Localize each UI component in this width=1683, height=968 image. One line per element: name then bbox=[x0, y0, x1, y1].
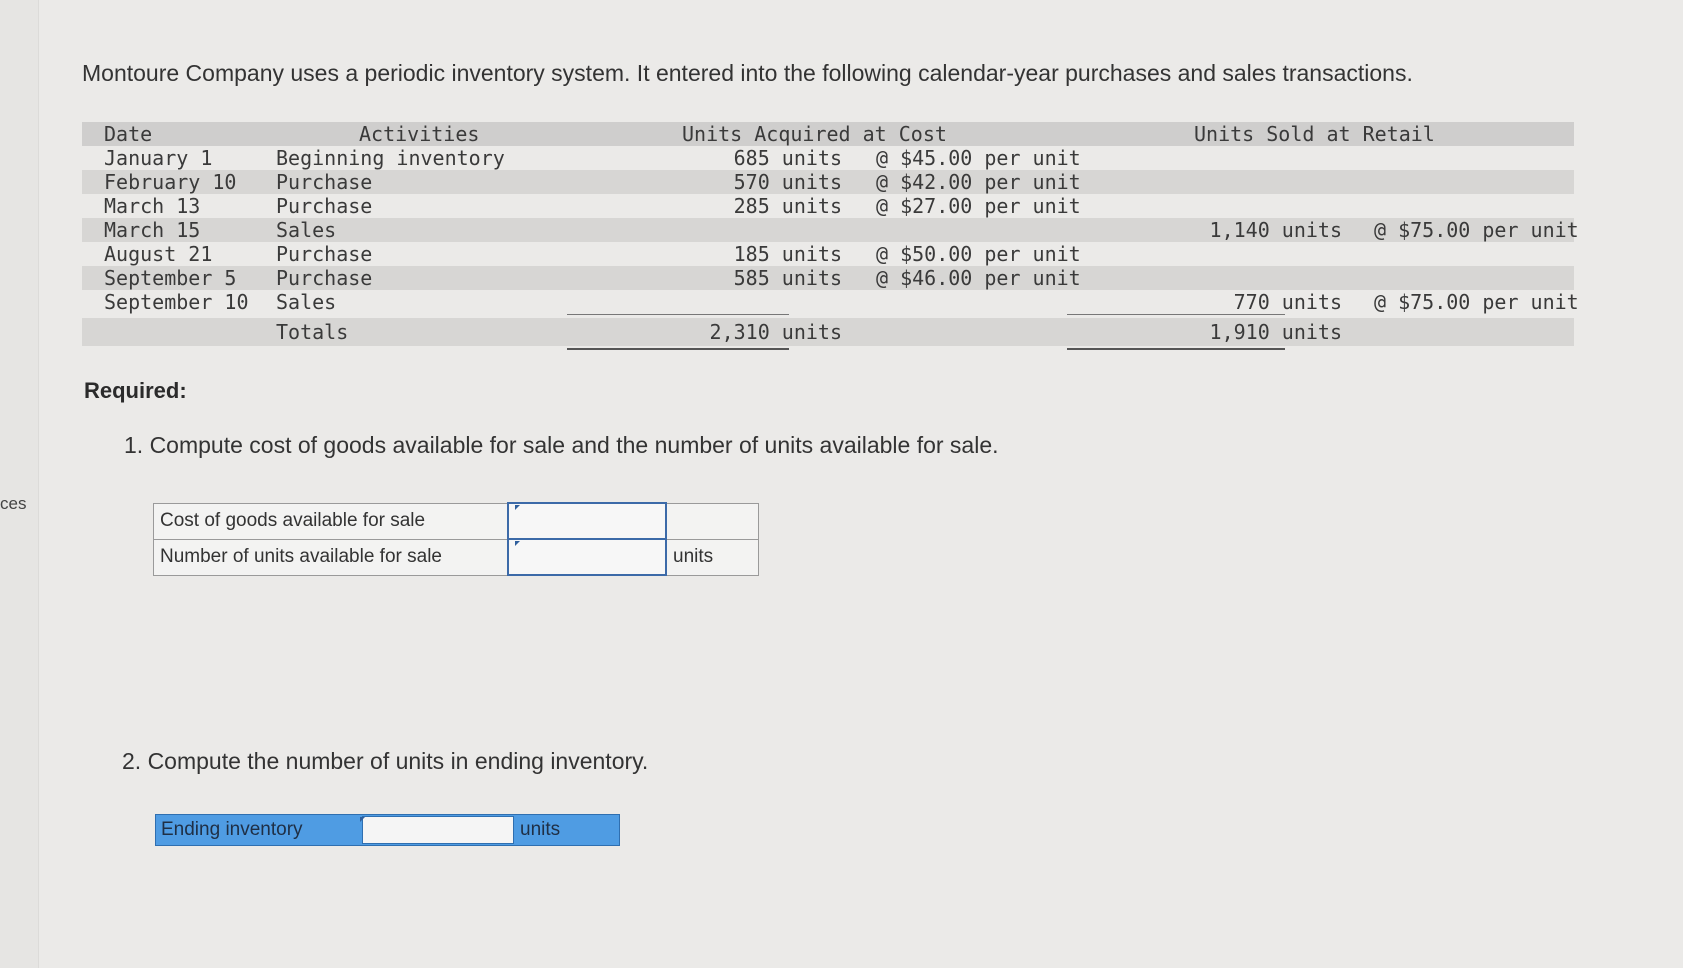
row-activity: Purchase bbox=[276, 194, 373, 218]
input-marker-icon bbox=[360, 817, 365, 822]
left-sidebar-strip bbox=[0, 0, 39, 968]
table-row bbox=[82, 242, 1574, 266]
row-date: September 5 bbox=[104, 266, 237, 290]
input-marker-icon bbox=[515, 505, 520, 510]
row-date: March 13 bbox=[104, 194, 201, 218]
header-activities: Activities bbox=[359, 122, 480, 146]
ending-inventory-row bbox=[155, 814, 620, 846]
table-row bbox=[82, 170, 1574, 194]
row-units-acquired: 570 units bbox=[733, 170, 842, 194]
acquired-total-underline bbox=[567, 348, 789, 350]
row-date: September 10 bbox=[104, 290, 249, 314]
row-retail-price: @ $75.00 per unit bbox=[1374, 218, 1579, 242]
q1-answer-table bbox=[153, 502, 759, 576]
row-date: August 21 bbox=[104, 242, 213, 266]
row-units-sold: 1,140 units bbox=[1209, 218, 1342, 242]
row-activity: Beginning inventory bbox=[276, 146, 505, 170]
table-row bbox=[82, 194, 1574, 218]
question-1: 1. Compute cost of goods available for sale and the number of units available for sale. bbox=[124, 432, 999, 458]
sold-total-underline bbox=[1067, 348, 1285, 350]
row-unit-cost: @ $46.00 per unit bbox=[876, 266, 1081, 290]
cost-of-goods-input-cell bbox=[508, 503, 666, 539]
totals-units-acquired: 2,310 units bbox=[709, 320, 842, 344]
answer-row-units-available bbox=[154, 539, 759, 575]
row-units-acquired: 685 units bbox=[733, 146, 842, 170]
row-date: January 1 bbox=[104, 146, 213, 170]
row-activity: Sales bbox=[276, 290, 337, 314]
answer-row-cost-of-goods bbox=[154, 503, 759, 539]
row-unit-cost: @ $27.00 per unit bbox=[876, 194, 1081, 218]
cost-of-goods-unit bbox=[666, 503, 759, 539]
required-heading: Required: bbox=[84, 378, 187, 403]
units-available-input-cell bbox=[508, 539, 666, 575]
totals-label: Totals bbox=[276, 320, 349, 344]
ending-inventory-input[interactable] bbox=[363, 817, 517, 845]
totals-units-sold: 1,910 units bbox=[1209, 320, 1342, 344]
row-activity: Purchase bbox=[276, 170, 373, 194]
row-date: February 10 bbox=[104, 170, 237, 194]
units-available-label: Number of units available for sale bbox=[154, 539, 509, 575]
ending-inventory-input-cell bbox=[362, 816, 514, 844]
ending-inventory-label: Ending inventory bbox=[161, 819, 303, 840]
row-units-acquired: 285 units bbox=[733, 194, 842, 218]
table-row bbox=[82, 146, 1574, 170]
header-units-sold: Units Sold at Retail bbox=[1194, 122, 1435, 146]
units-available-unit: units bbox=[666, 539, 759, 575]
cost-of-goods-input[interactable] bbox=[509, 504, 669, 538]
row-unit-cost: @ $42.00 per unit bbox=[876, 170, 1081, 194]
acquired-subtotal-line bbox=[567, 314, 789, 315]
question-2: 2. Compute the number of units in ending inventory. bbox=[122, 748, 649, 774]
input-marker-icon bbox=[515, 541, 520, 546]
row-activity: Purchase bbox=[276, 242, 373, 266]
row-units-sold: 770 units bbox=[1233, 290, 1342, 314]
row-unit-cost: @ $45.00 per unit bbox=[876, 146, 1081, 170]
sidebar-cut-label: ces bbox=[0, 494, 27, 513]
header-date: Date bbox=[104, 122, 153, 146]
row-activity: Purchase bbox=[276, 266, 373, 290]
totals-row bbox=[82, 318, 1574, 346]
problem-intro: Montoure Company uses a periodic inventory system. It entered into the following calendar-year purchases and sales transactions. bbox=[82, 60, 1413, 86]
table-row bbox=[82, 266, 1574, 290]
table-row bbox=[82, 218, 1579, 242]
header-units-acquired: Units Acquired at Cost bbox=[682, 122, 947, 146]
ending-inventory-unit: units bbox=[520, 819, 561, 840]
table-header-row bbox=[82, 122, 1574, 146]
row-date: March 15 bbox=[104, 218, 201, 242]
units-available-input[interactable] bbox=[509, 540, 669, 574]
row-unit-cost: @ $50.00 per unit bbox=[876, 242, 1081, 266]
cost-of-goods-label: Cost of goods available for sale bbox=[154, 503, 509, 539]
row-units-acquired: 185 units bbox=[733, 242, 842, 266]
row-units-acquired: 585 units bbox=[733, 266, 842, 290]
sold-subtotal-line bbox=[1067, 314, 1285, 315]
row-retail-price: @ $75.00 per unit bbox=[1374, 290, 1579, 314]
table-row bbox=[82, 290, 1579, 314]
row-activity: Sales bbox=[276, 218, 337, 242]
